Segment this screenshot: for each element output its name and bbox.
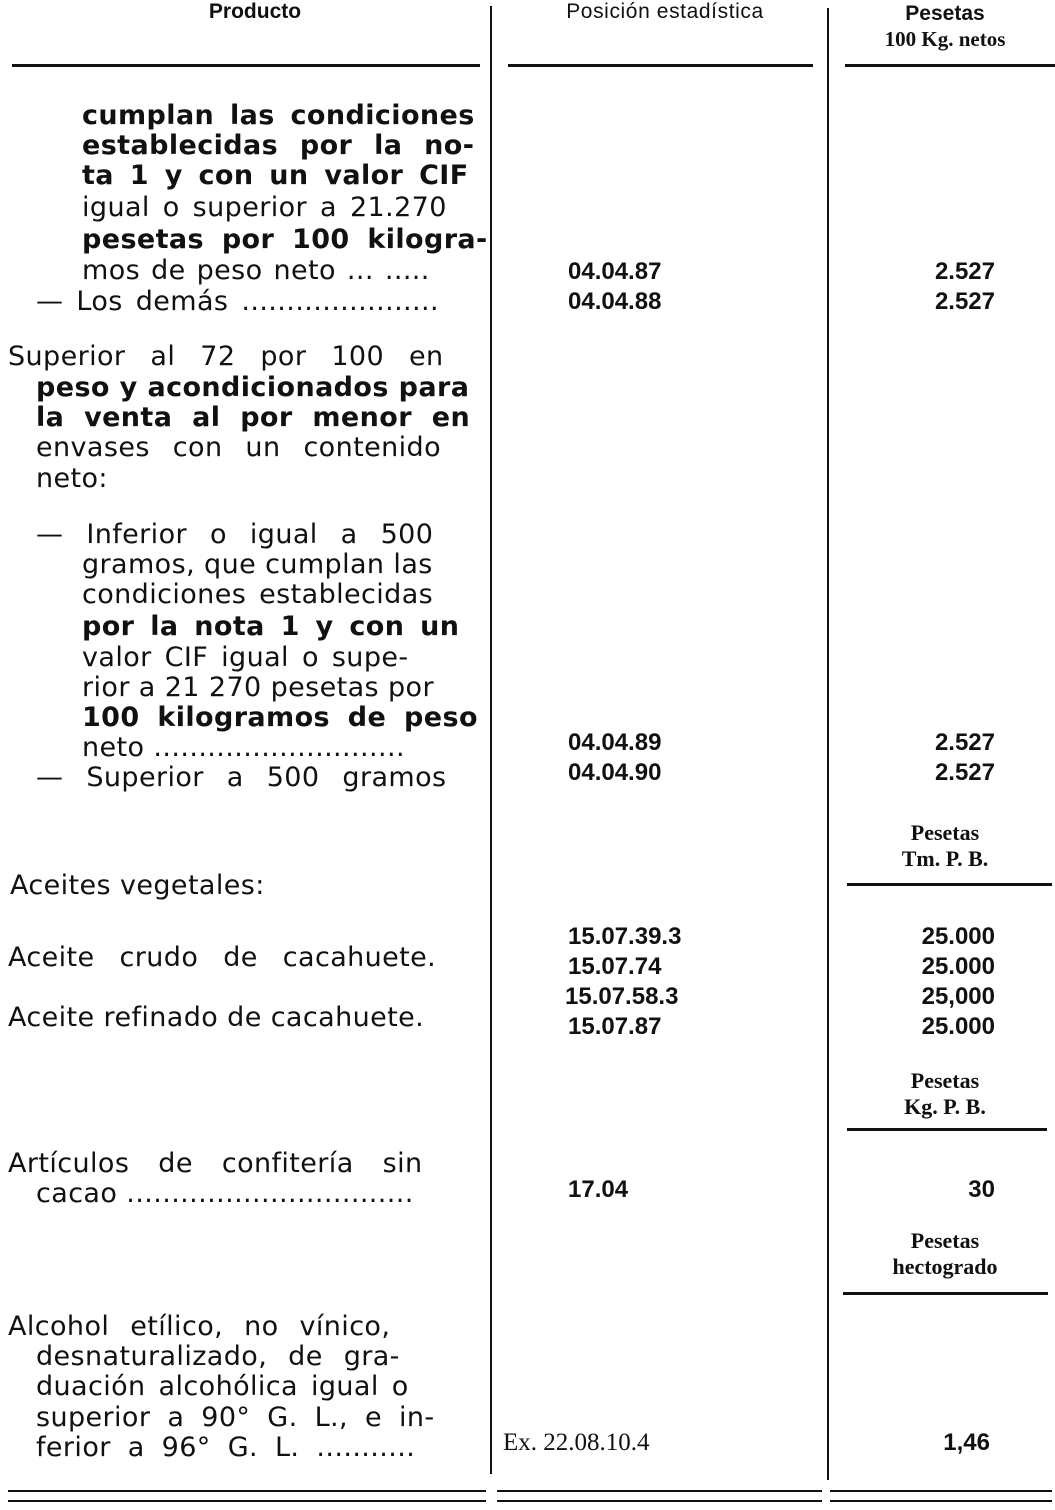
price-value: 1,46	[943, 1429, 990, 1456]
bottom-rule-right-2	[830, 1500, 1052, 1502]
bottom-rule-right-1	[830, 1490, 1052, 1492]
product-line: establecidas por la no-	[82, 130, 475, 161]
product-line: condiciones establecidas	[82, 579, 434, 610]
product-line: pesetas por 100 kilogra-	[82, 224, 488, 255]
product-line: desnaturalizado, de gra-	[36, 1341, 400, 1372]
product-line: peso y acondicionados para	[36, 372, 470, 403]
product-line: Aceite crudo de cacahuete.	[8, 942, 437, 973]
product-line: neto ............................	[82, 732, 405, 763]
bottom-rule-mid-2	[497, 1500, 822, 1502]
product-line: ta 1 y con un valor CIF	[82, 160, 469, 191]
product-line: la venta al por menor en	[36, 402, 471, 433]
position-code: Ex. 22.08.10.4	[503, 1429, 650, 1456]
price-value: 2.527	[934, 759, 995, 786]
product-line: valor CIF igual o supe-	[82, 642, 409, 673]
header-pesetas: Pesetas	[905, 2, 985, 25]
unit-rule	[847, 1128, 1047, 1131]
product-line: Alcohol etílico, no vínico,	[8, 1311, 391, 1342]
product-line: — Los demás ......................	[36, 286, 439, 317]
price-value: 30	[968, 1176, 995, 1203]
product-line: rior a 21 270 pesetas por	[82, 672, 434, 703]
product-line: 100 kilogramos de peso	[82, 702, 478, 733]
column-divider-left	[490, 6, 492, 1474]
unit-rule	[843, 1292, 1048, 1295]
product-line: gramos, que cumplan las	[82, 549, 433, 580]
product-line: — Inferior o igual a 500	[36, 519, 434, 550]
product-line: cacao ................................	[36, 1178, 414, 1209]
price-value: 2.527	[934, 288, 995, 315]
section-heading: Aceites vegetales:	[10, 870, 265, 901]
product-line: cumplan las condiciones	[82, 100, 475, 131]
unit-rule	[847, 883, 1052, 886]
header-rule-1	[12, 64, 480, 67]
unit-header: Pesetas	[910, 1068, 980, 1093]
price-value: 25.000	[921, 953, 995, 980]
position-code: 04.04.87	[568, 258, 662, 285]
price-value: 2.527	[934, 258, 995, 285]
product-line: — Superior a 500 gramos	[36, 762, 447, 793]
product-line: ferior a 96° G. L. ...........	[36, 1432, 416, 1463]
header-rule-3	[845, 64, 1055, 67]
unit-header: hectogrado	[892, 1254, 998, 1279]
price-value: 2.527	[934, 729, 995, 756]
header-producto: Producto	[208, 0, 302, 23]
position-code: 04.04.88	[568, 288, 662, 315]
product-line: duación alcohólica igual o	[36, 1371, 409, 1402]
position-code: 15.07.74	[568, 953, 662, 980]
header-posicion: Posición estadística	[566, 0, 764, 23]
product-line: envases con un contenido	[36, 432, 441, 463]
position-code: 04.04.90	[568, 759, 662, 786]
position-code: 15.07.39.3	[568, 923, 682, 950]
product-line: igual o superior a 21.270	[82, 192, 447, 223]
product-line: superior a 90° G. L., e in-	[36, 1402, 435, 1433]
product-line: neto:	[36, 463, 108, 494]
header-rule-2	[508, 64, 813, 67]
position-code: 15.07.87	[568, 1013, 662, 1040]
position-code: 17.04	[568, 1176, 629, 1203]
bottom-rule-left-1	[8, 1490, 486, 1492]
price-value: 25.000	[921, 1013, 995, 1040]
product-line: por la nota 1 y con un	[82, 611, 460, 642]
product-line: Superior al 72 por 100 en	[8, 341, 444, 372]
unit-header: Pesetas	[910, 1228, 980, 1253]
price-value: 25.000	[921, 923, 995, 950]
product-line: mos de peso neto ... .....	[82, 255, 430, 286]
product-line: Aceite refinado de cacahuete.	[8, 1002, 425, 1033]
position-code: 15.07.58.3	[565, 983, 679, 1010]
header-unit: 100 Kg. netos	[884, 27, 1006, 51]
product-line: Artículos de confitería sin	[8, 1148, 423, 1179]
unit-header: Kg. P. B.	[904, 1094, 986, 1119]
price-value: 25,000	[921, 983, 995, 1010]
unit-header: Pesetas	[910, 820, 980, 845]
bottom-rule-left-2	[8, 1500, 486, 1502]
bottom-rule-mid-1	[497, 1490, 822, 1492]
unit-header: Tm. P. B.	[901, 846, 989, 871]
position-code: 04.04.89	[568, 729, 662, 756]
